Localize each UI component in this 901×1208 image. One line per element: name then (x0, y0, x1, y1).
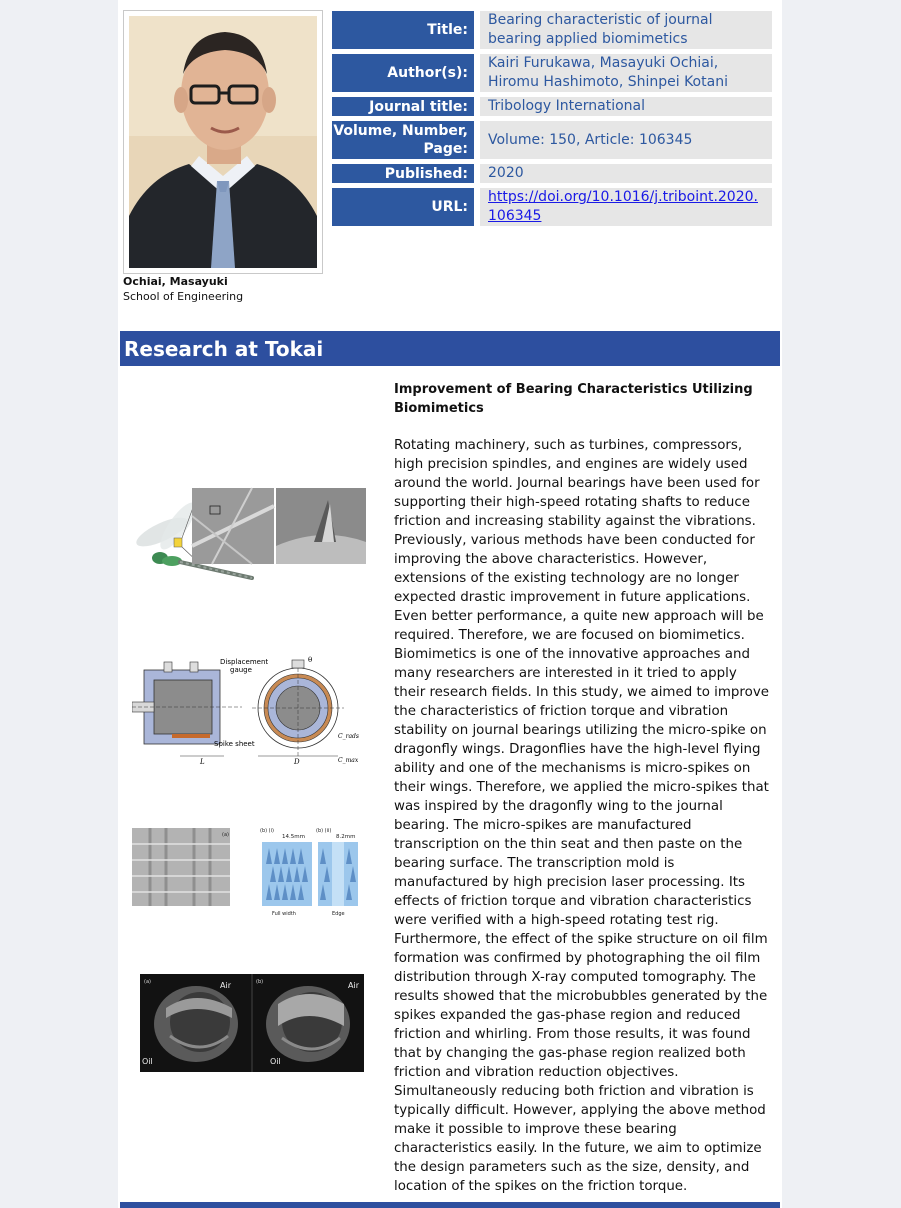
spike-b1-label: (b) (i) (260, 828, 274, 834)
profile-name: Ochiai, Masayuki (123, 275, 228, 288)
authors-value: Kairi Furukawa, Masayuki Ochiai, Hiromu Hashimoto, Shinpei Kotani (480, 54, 772, 92)
spike-edge-label: Edge (332, 911, 345, 917)
spike-sheet-label: Spike sheet (214, 740, 255, 748)
profile-department: School of Engineering (123, 290, 244, 303)
journal-label: Journal title: (332, 97, 474, 116)
profile-photo (129, 16, 317, 268)
volume-label: Volume, Number, Page: (332, 121, 474, 159)
url-label: URL: (332, 188, 474, 226)
c-max-label: C_max (338, 757, 359, 764)
xray-b-label: (b) (256, 979, 264, 985)
xray-ct-figure (140, 974, 364, 1072)
article-title: Improvement of Bearing Characteristics Utilizing Biomimetics (394, 382, 753, 416)
xray-oil-label-right: Oil (270, 1057, 281, 1066)
xray-a-label: (a) (144, 979, 151, 985)
xray-oil-label-left: Oil (142, 1057, 153, 1066)
spike-width1-label: 14.5mm (282, 834, 305, 840)
length-l-label: L (200, 758, 205, 766)
journal-value: Tribology International (480, 97, 772, 116)
page-content (118, 0, 782, 1208)
diameter-d-label: D (294, 758, 300, 766)
doi-link[interactable]: https://doi.org/10.1016/j.triboint.2020.106345 (488, 189, 758, 224)
spike-b2-label: (b) (ii) (316, 828, 332, 834)
article-body: Rotating machinery, such as turbines, compressors, high precision spindles, and engines are widely used around the world. Journal bearings have been used for supporting their high-speed rotating shafts to reduce friction and increasing stability against the vibrations. Previously, various methods have been conducted for improving the above characteristics. However, extensions of the existing technology are no longer expected drastic improvement in future applications. Even better performance, a quite new approach will be required. Therefore, we are focused on biomimetics. Biomimetics is one of the innovative approaches and many researchers are interested in it tried to apply their research fields. In this study, we aimed to improve the characteristics of friction torque and vibration stability on journal bearings utilizing the micro-spike on dragonfly wings. Dragonflies have the high-level flying ability and one of the mechanisms is micro-spikes on their wings. Therefore, we applied the micro-spikes that was inspired by the dragonfly wing to the journal bearing. The micro-spikes are manufactured transcription on the thin seat and then paste on the bearing surface. The transcription mold is manufactured by high precision laser processing. Its effects of friction torque and vibration characteristics were verified with a high-speed rotating test rig. Furthermore, the effect of the spike structure on oil film formation was confirmed by photographing the oil film distribution through X-ray computed tomography. The results showed that the microbubbles generated by the spikes expanded the gas-phase region and reduced friction and whirling. From those results, it was found that by changing the gas-phase region realized both friction and vibration reduction objectives. Simultaneously reducing both friction and vibration is typically difficult. However, applying the above method make it possible to improve these bearing characteristics easily. In the future, we aim to optimize the design parameters such as the size, density, and location of the spikes on the friction torque. (394, 438, 774, 1194)
bearing-schematic-figure (132, 652, 360, 768)
section-heading: Research at Tokai (120, 331, 780, 366)
section-divider-bar (120, 1202, 780, 1208)
profile-photo-frame (123, 10, 323, 274)
published-label: Published: (332, 164, 474, 183)
xray-air-label-left: Air (220, 981, 231, 990)
spike-sheet-figure (132, 824, 358, 918)
xray-air-label-right: Air (348, 981, 359, 990)
displacement-label: Displacement (220, 658, 269, 666)
spike-width2-label: 8.2mm (336, 834, 356, 840)
dragonfly-figure (132, 486, 368, 586)
authors-label: Author(s): (332, 54, 474, 92)
volume-value: Volume: 150, Article: 106345 (480, 121, 772, 159)
gauge-label: gauge (230, 666, 252, 674)
theta-label: θ (308, 656, 313, 664)
spike-full-label: Full width (272, 911, 296, 917)
url-value (480, 188, 772, 226)
c-rad-label: C_rads (338, 733, 359, 740)
title-label: Title: (332, 11, 474, 49)
published-value: 2020 (480, 164, 772, 183)
title-value: Bearing characteristic of journal bearing applied biomimetics (480, 11, 772, 49)
spike-a-label: (a) (222, 832, 229, 838)
